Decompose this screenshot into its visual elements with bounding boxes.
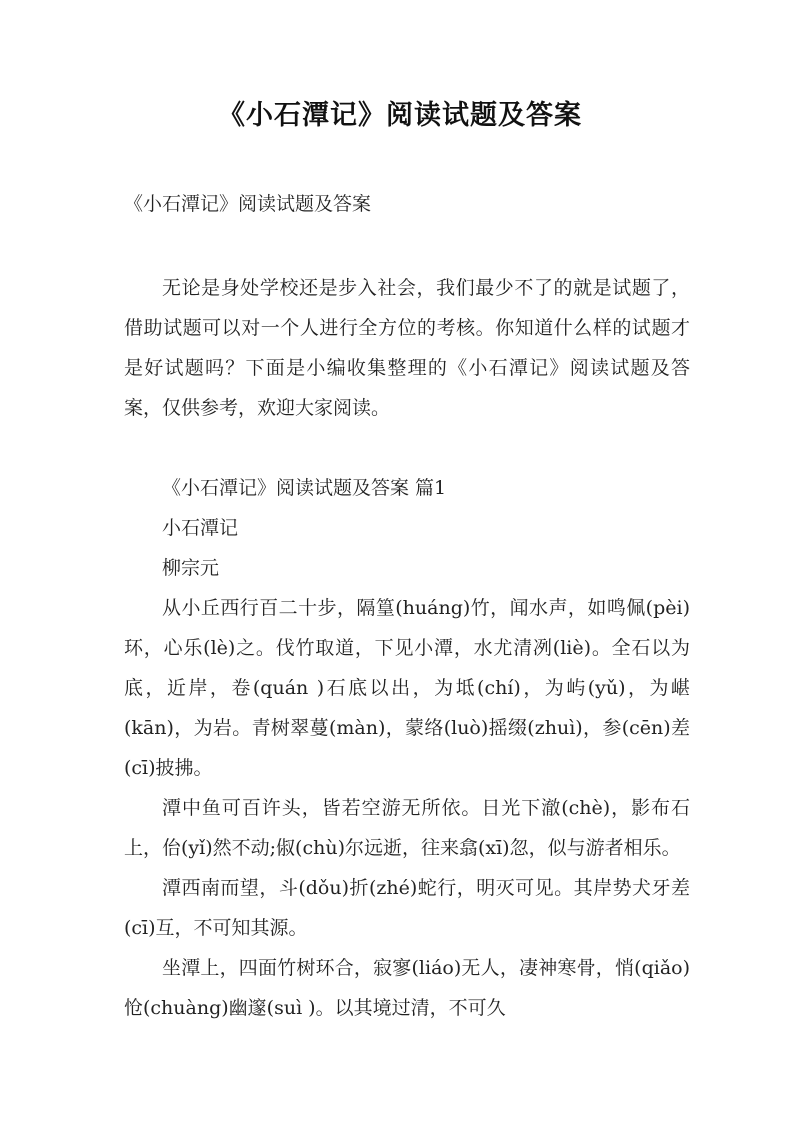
document-subtitle: 《小石潭记》阅读试题及答案 bbox=[124, 193, 372, 215]
poem-author: 柳宗元 bbox=[162, 557, 220, 579]
poem-paragraph-2: 潭中鱼可百许头，皆若空游无所依。日光下澈(chè)，影布石上，佁(yǐ)然不动;俶(chù)尔远逝，往来翕(xī)忽，似与游者相乐。 bbox=[124, 797, 690, 859]
poem-title: 小石潭记 bbox=[162, 517, 239, 539]
section-heading: 《小石潭记》阅读试题及答案 篇1 bbox=[162, 477, 447, 499]
poem-paragraph-4: 坐潭上，四面竹树环合，寂寥(liáo)无人，凄神寒骨，悄(qiǎo)怆(chuàng)幽邃(suì )。以其境过清，不可久 bbox=[124, 957, 690, 1019]
document-body bbox=[124, 184, 690, 1028]
intro-paragraph: 无论是身处学校还是步入社会，我们最少不了的就是试题了，借助试题可以对一个人进行全方位的考核。你知道什么样的试题才是好试题吗？下面是小编收集整理的《小石潭记》阅读试题及答案，仅供参考，欢迎大家阅读。 bbox=[124, 277, 690, 419]
document-title: 《小石潭记》阅读试题及答案 bbox=[218, 100, 582, 131]
spacer bbox=[124, 224, 690, 268]
poem-paragraph-3: 潭西南而望，斗(dǒu)折(zhé)蛇行，明灭可见。其岸势犬牙差(cī)互，不可知其源。 bbox=[124, 877, 690, 939]
poem-paragraph-1: 从小丘西行百二十步，隔篁(huáng)竹，闻水声，如鸣佩(pèi)环，心乐(lè)之。伐竹取道，下见小潭，水尤清冽(liè)。全石以为底，近岸，卷(quán )石底以出，为坻(chí)，为屿(yǔ)，为嵁(kān)，为岩。青树翠蔓(màn)，蒙络(luò)摇缀(zhuì)，参(cēn)差(cī)披拂。 bbox=[124, 597, 690, 779]
spacer bbox=[124, 428, 690, 468]
